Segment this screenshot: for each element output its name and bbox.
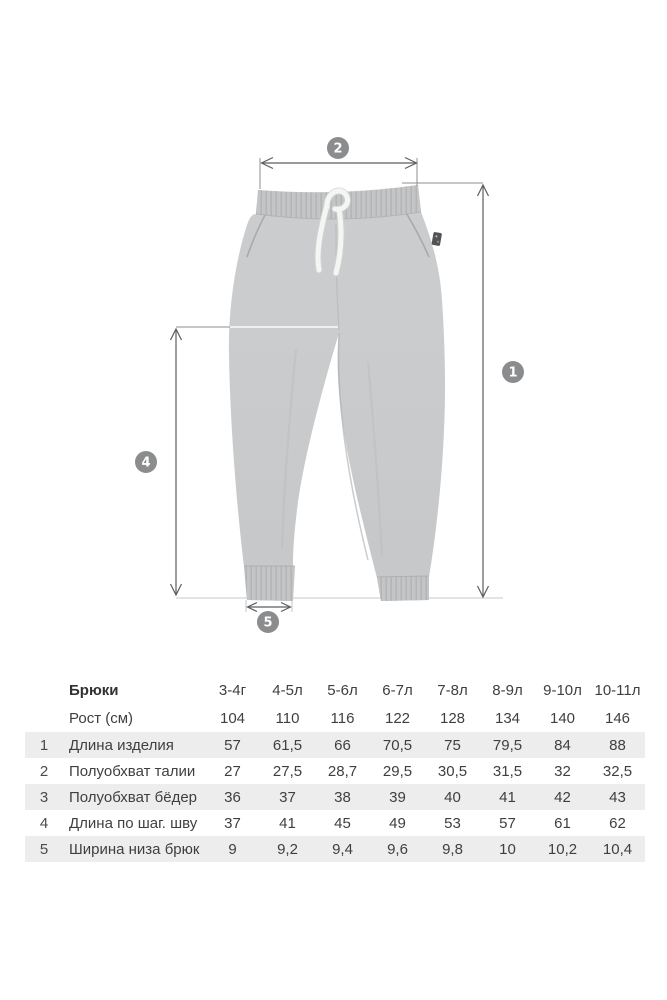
- row-label: Ширина низа брюк: [69, 840, 200, 858]
- height-value: 122: [384, 709, 411, 727]
- left-cuff: [244, 566, 295, 601]
- row-value: 9: [228, 840, 237, 858]
- row-value: 41: [499, 788, 516, 806]
- row-value: 27: [224, 762, 241, 780]
- row-value: 27,5: [272, 762, 303, 780]
- row-value: 10,4: [602, 840, 633, 858]
- marker-4-label: 4: [141, 455, 151, 471]
- row-value: 38: [334, 788, 351, 806]
- row-value: 61: [554, 814, 571, 832]
- size-header: 9-10л: [543, 681, 582, 699]
- row-value: 61,5: [272, 736, 303, 754]
- height-value: 104: [219, 709, 246, 727]
- height-value: 116: [330, 709, 355, 727]
- size-header: 8-9л: [492, 681, 523, 699]
- row-value: 42: [554, 788, 571, 806]
- row-num: 3: [39, 788, 49, 806]
- row-num: 5: [39, 840, 49, 858]
- row-value: 62: [609, 814, 626, 832]
- pants-illustration: [229, 185, 445, 601]
- row-value: 37: [224, 814, 241, 832]
- row-value: 30,5: [437, 762, 468, 780]
- row-value: 36: [224, 788, 241, 806]
- row-label: Длина изделия: [69, 736, 174, 754]
- brand-tag: [431, 232, 442, 246]
- height-value: 110: [275, 709, 300, 727]
- row-value: 9,6: [387, 840, 408, 858]
- row-value: 53: [444, 814, 461, 832]
- size-header: 7-8л: [437, 681, 468, 699]
- size-header: 4-5л: [272, 681, 303, 699]
- row-value: 79,5: [492, 736, 523, 754]
- size-header: 6-7л: [382, 681, 413, 699]
- row-value: 40: [444, 788, 461, 806]
- row-value: 28,7: [327, 762, 358, 780]
- table-header-row: [25, 676, 645, 704]
- row-num: 4: [39, 814, 49, 832]
- row-value: 57: [499, 814, 516, 832]
- right-cuff: [377, 576, 429, 601]
- row-value: 70,5: [382, 736, 413, 754]
- size-table: [25, 676, 645, 862]
- measure-row-hips: [25, 784, 645, 810]
- row-value: 75: [444, 736, 461, 754]
- row-value: 39: [389, 788, 406, 806]
- measure-row-inseam: [25, 810, 645, 836]
- dimension-hem-width: [246, 600, 292, 612]
- row-label: Полуобхват талии: [69, 762, 196, 780]
- row-value: 45: [334, 814, 351, 832]
- table-title: Брюки: [69, 681, 119, 699]
- size-header: 3-4г: [218, 681, 247, 699]
- row-label: Полуобхват бёдер: [69, 788, 198, 806]
- row-value: 29,5: [382, 762, 413, 780]
- height-row: [25, 704, 645, 732]
- marker-5-label: 5: [263, 615, 273, 631]
- row-value: 84: [554, 736, 571, 754]
- height-row-label: Рост (см): [69, 709, 134, 727]
- marker-2-label: 2: [333, 141, 343, 157]
- measure-row-length: [25, 732, 645, 758]
- row-value: 57: [224, 736, 241, 754]
- row-value: 10: [499, 840, 516, 858]
- row-value: 32: [554, 762, 571, 780]
- row-value: 10,2: [547, 840, 578, 858]
- size-header: 10-11л: [594, 681, 641, 699]
- size-header: 5-6л: [327, 681, 358, 699]
- row-value: 9,2: [277, 840, 298, 858]
- row-value: 32,5: [602, 762, 633, 780]
- height-value: 128: [439, 709, 466, 727]
- measure-row-waist: [25, 758, 645, 784]
- row-value: 41: [279, 814, 296, 832]
- row-value: 31,5: [492, 762, 523, 780]
- measure-row-hem: [25, 836, 645, 862]
- row-value: 9,8: [442, 840, 463, 858]
- row-value: 9,4: [332, 840, 353, 858]
- row-value: 37: [279, 788, 296, 806]
- row-num: 1: [39, 736, 49, 754]
- row-label: Длина по шаг. шву: [69, 814, 198, 832]
- height-value: 146: [604, 709, 631, 727]
- row-value: 88: [609, 736, 626, 754]
- height-value: 140: [549, 709, 576, 727]
- row-value: 66: [334, 736, 351, 754]
- row-num: 2: [39, 762, 49, 780]
- marker-1-label: 1: [508, 365, 518, 381]
- height-value: 134: [494, 709, 521, 727]
- dimension-waist-width: [260, 158, 417, 190]
- row-value: 43: [609, 788, 626, 806]
- row-value: 49: [389, 814, 406, 832]
